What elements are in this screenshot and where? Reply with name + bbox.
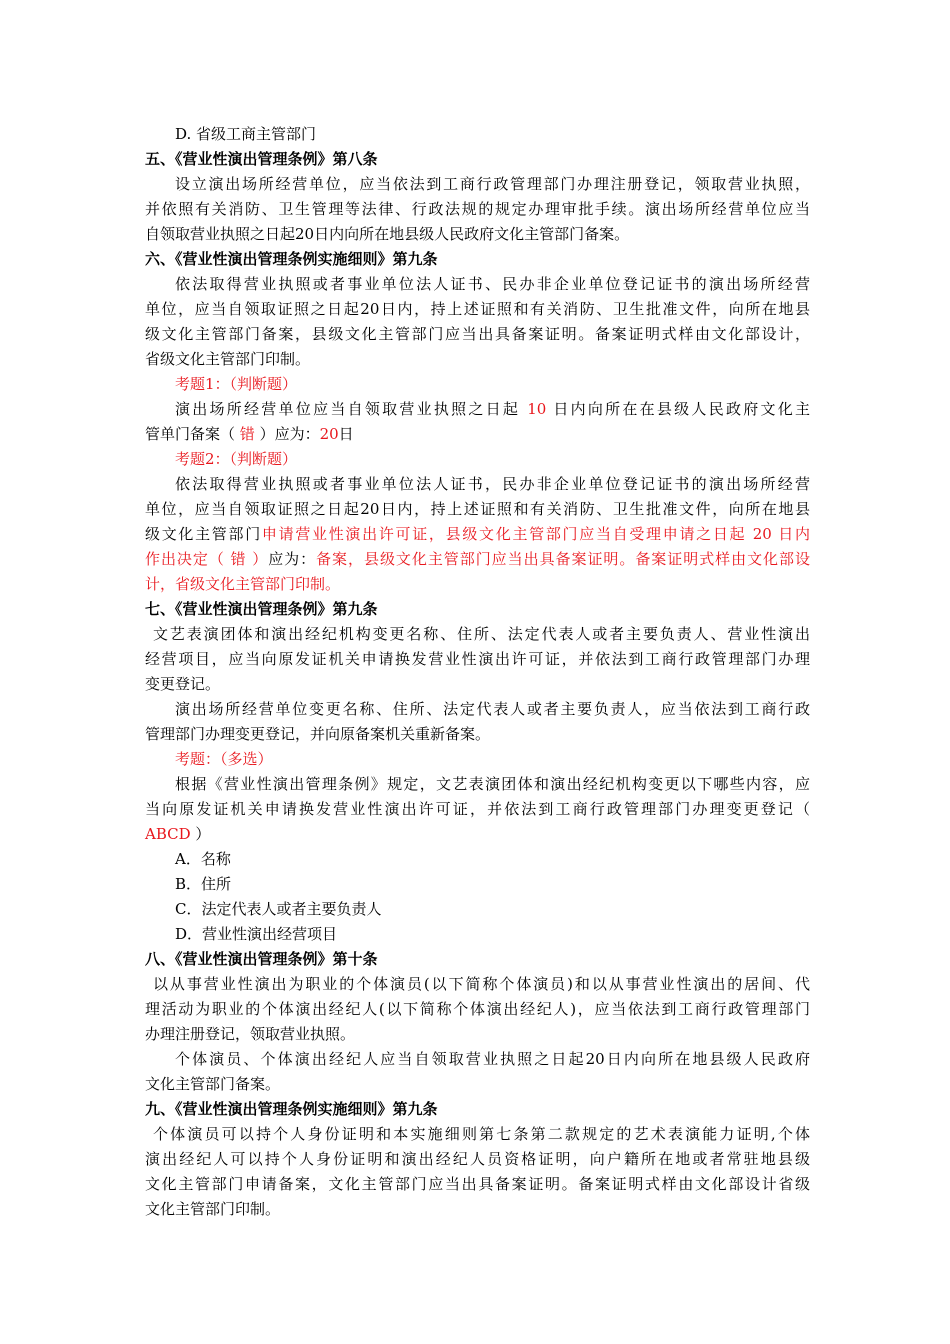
text-line bbox=[145, 847, 810, 872]
text-line bbox=[145, 622, 810, 647]
text-segment: 个体演员、个体演出经纪人应当自领取营业执照之日起20日内向所在地县级人民政府 bbox=[175, 1050, 810, 1068]
text-segment: 设立演出场所经营单位，应当依法到工商行政管理部门办理注册登记，领取营业执照， bbox=[175, 175, 810, 193]
text-line bbox=[145, 872, 810, 897]
text-line bbox=[145, 322, 810, 347]
text-line bbox=[145, 347, 810, 372]
section-heading bbox=[145, 247, 810, 272]
text-segment: 办理注册登记，领取营业执照。 bbox=[145, 1025, 356, 1043]
text-line bbox=[145, 547, 810, 572]
text-line bbox=[145, 747, 810, 772]
text-segment: D. 省级工商主管部门 bbox=[175, 125, 317, 143]
text-segment: A．名称 bbox=[175, 850, 231, 868]
text-line bbox=[145, 647, 810, 672]
text-line bbox=[145, 1022, 810, 1047]
answer-highlight: 考题：（多选） bbox=[175, 750, 273, 768]
answer-highlight: 错 bbox=[239, 425, 255, 443]
text-segment: 经营项目，应当向原发证机关申请换发营业性演出许可证，并依法到工商行政管理部门办理 bbox=[145, 650, 810, 668]
text-segment: 日内向所在在县级人民政府文化主 bbox=[546, 400, 810, 418]
answer-highlight: ABCD bbox=[145, 825, 191, 843]
section-heading bbox=[145, 147, 810, 172]
section-heading bbox=[145, 1097, 810, 1122]
text-line bbox=[145, 1122, 810, 1147]
text-line bbox=[145, 672, 810, 697]
text-segment: 依法取得营业执照或者事业单位法人证书、民办非企业单位登记证书的演出场所经营 bbox=[175, 275, 810, 293]
text-segment: 五、《营业性演出管理条例》第八条 bbox=[145, 150, 378, 168]
text-segment: 个体演员可以持个人身份证明和本实施细则第七条第二款规定的艺术表演能力证明,个体 bbox=[153, 1125, 810, 1143]
answer-highlight: 10 bbox=[527, 400, 547, 418]
text-segment: 文化主管部门备案。 bbox=[145, 1075, 281, 1093]
text-segment: 八、《营业性演出管理条例》第十条 bbox=[145, 950, 378, 968]
text-segment: ）应为： bbox=[254, 425, 320, 443]
text-line bbox=[145, 922, 810, 947]
text-segment: B．住所 bbox=[175, 875, 232, 893]
text-line bbox=[145, 1197, 810, 1222]
text-line bbox=[145, 272, 810, 297]
text-line bbox=[145, 972, 810, 997]
text-line bbox=[145, 897, 810, 922]
answer-highlight: 考题2：（判断题） bbox=[175, 450, 298, 468]
text-segment: C．法定代表人或者主要负责人 bbox=[175, 900, 382, 918]
text-line bbox=[145, 1147, 810, 1172]
text-segment: 单位，应当自领取证照之日起20日内，持上述证照和有关消防、卫生批准文件，向所在地县 bbox=[145, 300, 810, 318]
text-line bbox=[145, 447, 810, 472]
text-line bbox=[145, 422, 810, 447]
text-line bbox=[145, 997, 810, 1022]
text-segment: 管理部门办理变更登记，并向原备案机关重新备案。 bbox=[145, 725, 491, 743]
answer-highlight: 考题1：（判断题） bbox=[175, 375, 298, 393]
text-segment: 级文化主管部门备案，县级文化主管部门应当出具备案证明。备案证明式样由文化部设计， bbox=[145, 325, 810, 343]
text-segment: 演出经纪人可以持个人身份证明和演出经纪人员资格证明，向户籍所在地或者常驻地县级 bbox=[145, 1150, 810, 1168]
text-segment: 省级文化主管部门印制。 bbox=[145, 350, 311, 368]
section-heading bbox=[145, 597, 810, 622]
text-line bbox=[145, 822, 810, 847]
text-segment: 演出场所经营单位应当自领取营业执照之日起 bbox=[175, 400, 528, 418]
text-segment: 根据《营业性演出管理条例》规定，文艺表演团体和演出经纪机构变更以下哪些内容，应 bbox=[175, 775, 810, 793]
text-segment: 七、《营业性演出管理条例》第九条 bbox=[145, 600, 378, 618]
text-line bbox=[145, 222, 810, 247]
text-segment: 九、《营业性演出管理条例实施细则》第九条 bbox=[145, 1100, 438, 1118]
text-segment: 日 bbox=[338, 425, 354, 443]
text-line bbox=[145, 572, 810, 597]
text-line bbox=[145, 697, 810, 722]
text-segment: 依法取得营业执照或者事业单位法人证书，民办非企业单位登记证书的演出场所经营 bbox=[175, 475, 810, 493]
section-heading bbox=[145, 947, 810, 972]
text-segment: 文化主管部门申请备案，文化主管部门应当出具备案证明。备案证明式样由文化部设计省级 bbox=[145, 1175, 810, 1193]
answer-highlight: 申请营业性演出许可证，县级文化主管部门应当自受理申请之日起 20 日内 bbox=[261, 525, 810, 543]
text-line bbox=[145, 122, 810, 147]
text-line bbox=[145, 772, 810, 797]
answer-highlight: 计，省级文化主管部门印制。 bbox=[145, 575, 341, 593]
text-segment: ） bbox=[190, 825, 211, 843]
text-segment: D．营业性演出经营项目 bbox=[175, 925, 338, 943]
document-body bbox=[145, 122, 810, 1222]
text-line bbox=[145, 797, 810, 822]
text-segment: 六、《营业性演出管理条例实施细则》第九条 bbox=[145, 250, 438, 268]
text-segment: 管单门备案（ bbox=[145, 425, 240, 443]
answer-highlight: 20 bbox=[319, 425, 339, 443]
text-segment: 单位，应当自领取证照之日起20日内，持上述证照和有关消防、卫生批准文件，向所在地县 bbox=[145, 500, 810, 518]
text-segment: 理活动为职业的个体演出经纪人(以下简称个体演出经纪人)，应当依法到工商行政管理部门 bbox=[145, 1000, 810, 1018]
text-line bbox=[145, 472, 810, 497]
text-line bbox=[145, 1072, 810, 1097]
text-line bbox=[145, 197, 810, 222]
text-segment: 文化主管部门印制。 bbox=[145, 1200, 281, 1218]
text-line bbox=[145, 1047, 810, 1072]
text-line bbox=[145, 172, 810, 197]
text-segment: 以从事营业性演出为职业的个体演员(以下简称个体演员)和以从事营业性演出的居间、代 bbox=[153, 975, 810, 993]
text-segment: 文艺表演团体和演出经纪机构变更名称、住所、法定代表人或者主要负责人、营业性演出 bbox=[153, 625, 810, 643]
text-line bbox=[145, 522, 810, 547]
text-segment: 变更登记。 bbox=[145, 675, 221, 693]
text-segment: 级文化主管部门 bbox=[145, 525, 262, 543]
text-line bbox=[145, 1172, 810, 1197]
text-line bbox=[145, 297, 810, 322]
text-segment: 应为： bbox=[268, 550, 317, 568]
text-segment: 演出场所经营单位变更名称、住所、法定代表人或者主要负责人，应当依法到工商行政 bbox=[175, 700, 810, 718]
text-line bbox=[145, 372, 810, 397]
text-line bbox=[145, 497, 810, 522]
text-segment: 当向原发证机关申请换发营业性演出许可证，并依法到工商行政管理部门办理变更登记（ bbox=[145, 800, 810, 818]
text-segment: 并依照有关消防、卫生管理等法律、行政法规的规定办理审批手续。演出场所经营单位应当 bbox=[145, 200, 810, 218]
answer-highlight: 备案，县级文化主管部门应当出具备案证明。备案证明式样由文化部设 bbox=[316, 550, 810, 568]
text-segment: 自领取营业执照之日起20日内向所在地县级人民政府文化主管部门备案。 bbox=[145, 225, 630, 243]
text-line bbox=[145, 397, 810, 422]
answer-highlight: 作出决定（ 错 ） bbox=[145, 550, 269, 568]
text-line bbox=[145, 722, 810, 747]
